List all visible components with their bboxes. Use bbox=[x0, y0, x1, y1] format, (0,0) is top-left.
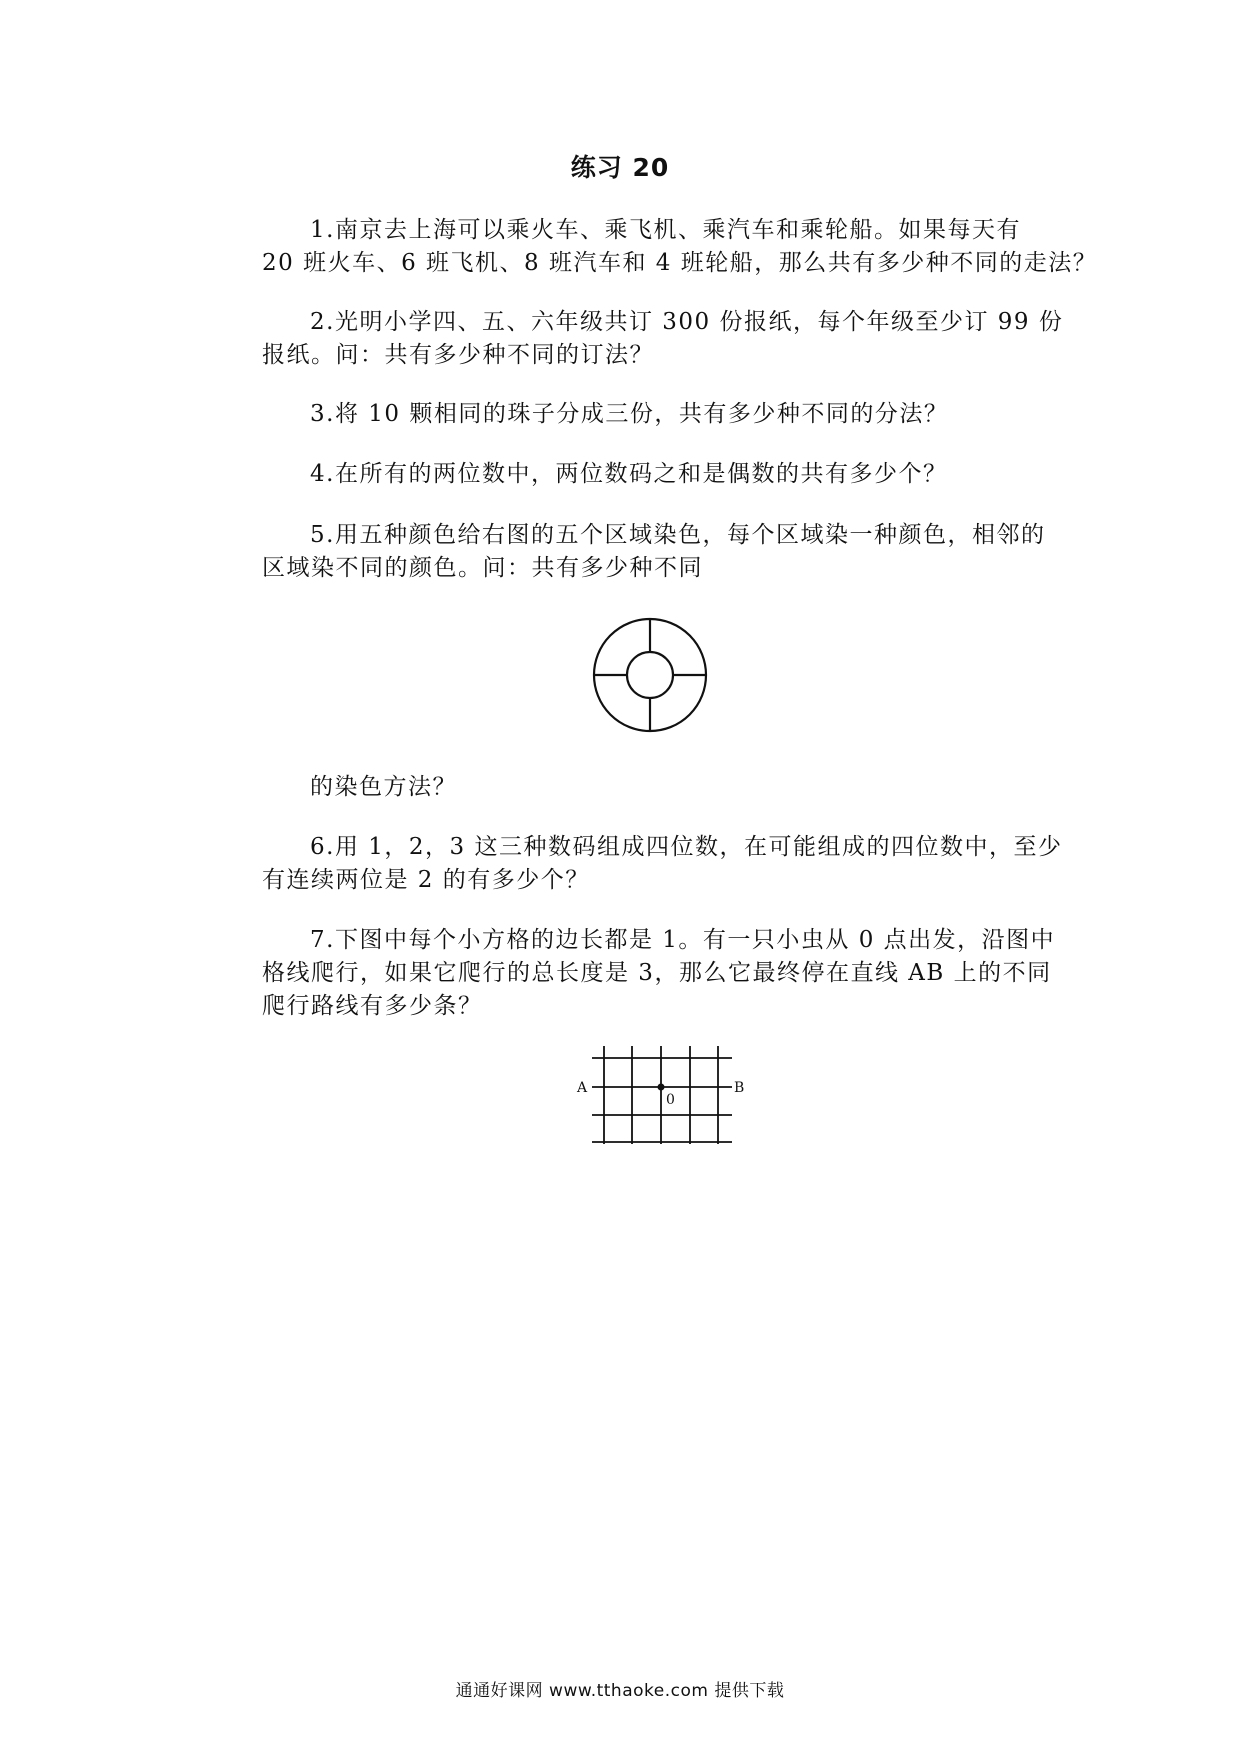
problem-5-line-1: 5.用五种颜色给右图的五个区域染色，每个区域染一种颜色，相邻的 bbox=[310, 522, 1046, 548]
ring-regions-figure bbox=[590, 615, 710, 735]
label-a: A bbox=[577, 1080, 588, 1096]
label-b: B bbox=[734, 1080, 745, 1096]
problem-3-line-1: 3.将 10 颗相同的珠子分成三份，共有多少种不同的分法？ bbox=[310, 401, 949, 427]
problem-1-line-1: 1.南京去上海可以乘火车、乘飞机、乘汽车和乘轮船。如果每天有 bbox=[310, 217, 1021, 243]
problem-1-line-2: 20 班火车、6 班飞机、8 班汽车和 4 班轮船，那么共有多少种不同的走法？ bbox=[262, 250, 1098, 276]
page-title: 练习 20 bbox=[570, 153, 670, 182]
grid-figure bbox=[575, 1045, 755, 1145]
origin-point bbox=[658, 1084, 665, 1091]
problem-7-line-1: 7.下图中每个小方格的边长都是 1。有一只小虫从 0 点出发，沿图中 bbox=[310, 927, 1056, 953]
problem-2-line-1: 2.光明小学四、五、六年级共订 300 份报纸，每个年级至少订 99 份 bbox=[310, 309, 1064, 335]
problem-6-line-1: 6.用 1，2，3 这三种数码组成四位数，在可能组成的四位数中，至少 bbox=[310, 834, 1063, 860]
problem-5-line-2: 区域染不同的颜色。问：共有多少种不同 bbox=[262, 555, 703, 581]
label-origin: 0 bbox=[666, 1092, 675, 1108]
problem-2-line-2: 报纸。问：共有多少种不同的订法？ bbox=[262, 342, 654, 368]
footer-source: 通通好课网 www.tthaoke.com 提供下载 bbox=[455, 1681, 785, 1701]
problem-7-line-3: 爬行路线有多少条？ bbox=[262, 993, 483, 1019]
problem-4-line-1: 4.在所有的两位数中，两位数码之和是偶数的共有多少个？ bbox=[310, 461, 948, 487]
problem-5-line-3: 的染色方法？ bbox=[310, 774, 457, 800]
problem-7-line-2: 格线爬行，如果它爬行的总长度是 3，那么它最终停在直线 AB 上的不同 bbox=[262, 960, 1052, 986]
problem-6-line-2: 有连续两位是 2 的有多少个？ bbox=[262, 867, 590, 893]
